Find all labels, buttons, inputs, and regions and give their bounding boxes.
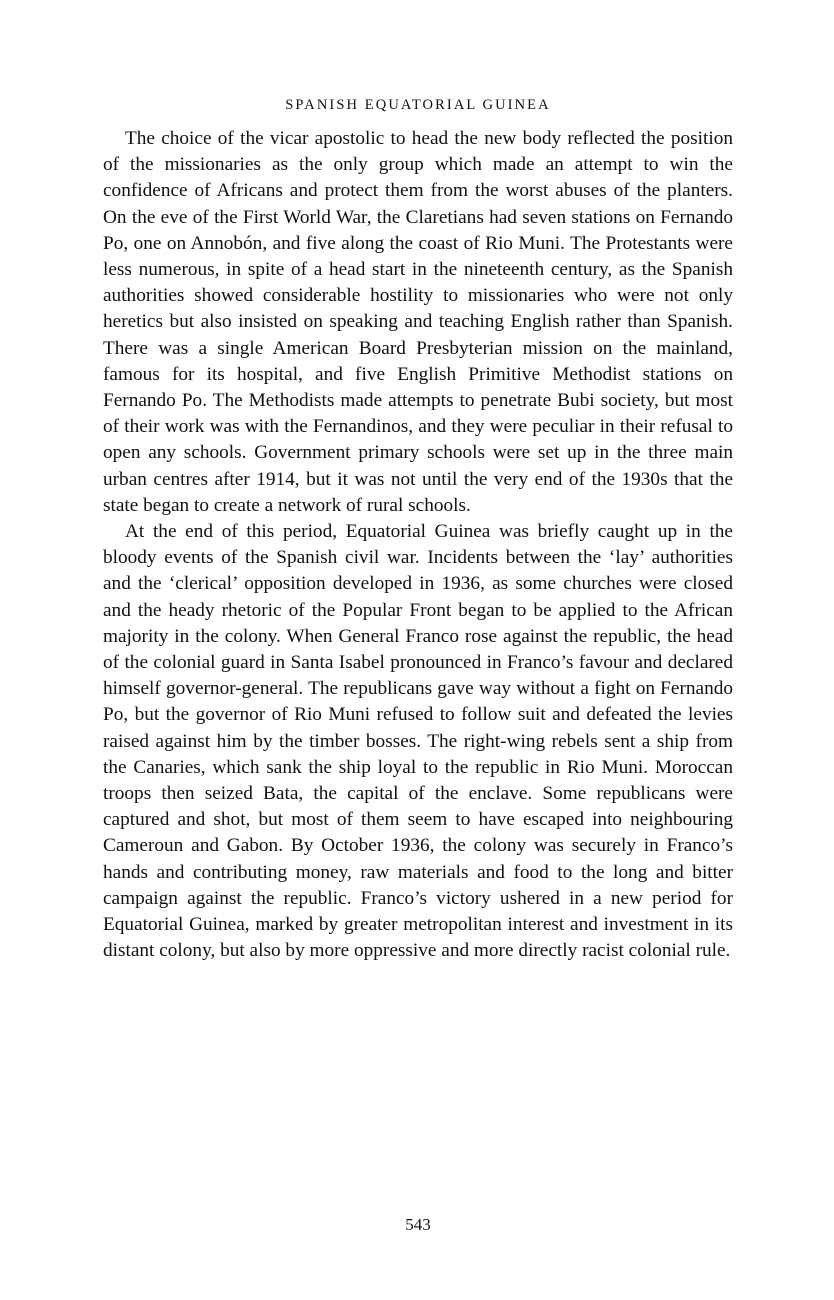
body-text [103,126,733,965]
paragraph-civil-war: At the end of this period, Equatorial Guinea was briefly caught up in the bloody events of the Spanish civil war. Incidents between the ‘lay’ authorities and the ‘clerical’ opposition developed in 1936, as some churches were closed and the heady rhetoric of the Popular Front began to be applied to the African majority in the colony. When General Franco rose against the republic, the head of the colonial guard in Santa Isabel pronounced in Franco’s favour and declared himself governor-general. The republicans gave way without a fight on Fernando Po, but the governor of Rio Muni refused to follow suit and defeated the levies raised against him by the timber bosses. The right-wing rebels sent a ship from the Canaries, which sank the ship loyal to the republic in Rio Muni. Moroccan troops then seized Bata, the capital of the enclave. Some republicans were captured and shot, but most of them seem to have escaped into neighbouring Cameroun and Gabon. By October 1936, the colony was securely in Franco’s hands and contributing money, raw materials and food to the long and bitter campaign against the republic. Franco’s victory ushered in a new period for Equatorial Guinea, marked by greater metropolitan interest and investment in its distant colony, but also by more oppressive and more directly racist colonial rule. [103,521,733,962]
paragraph-missions: The choice of the vicar apostolic to head the new body reflected the position of the missionaries as the only group which made an attempt to win the confidence of Africans and protect them from the worst abuses of the planters. On the eve of the First World War, the Claretians had seven stations on Fernando Po, one on Annobón, and five along the coast of Rio Muni. The Protestants were less numerous, in spite of a head start in the nineteenth century, as the Spanish authorities showed considerable hostility to missionaries who were not only heretics but also insisted on speaking and teaching English rather than Spanish. There was a single American Board Presbyterian mission on the mainland, famous for its hospital, and five English Primitive Methodist stations on Fernando Po. The Methodists made attempts to penetrate Bubi society, but most of their work was with the Fernandinos, and they were peculiar in their refusal to open any schools. Government primary schools were set up in the three main urban centres after 1914, but it was not until the very end of the 1930s that the state began to create a network of rural schools. [103,128,733,516]
book-page [103,0,733,1300]
page-number: 543 [405,1215,431,1234]
running-head: SPANISH EQUATORIAL GUINEA [285,97,551,113]
